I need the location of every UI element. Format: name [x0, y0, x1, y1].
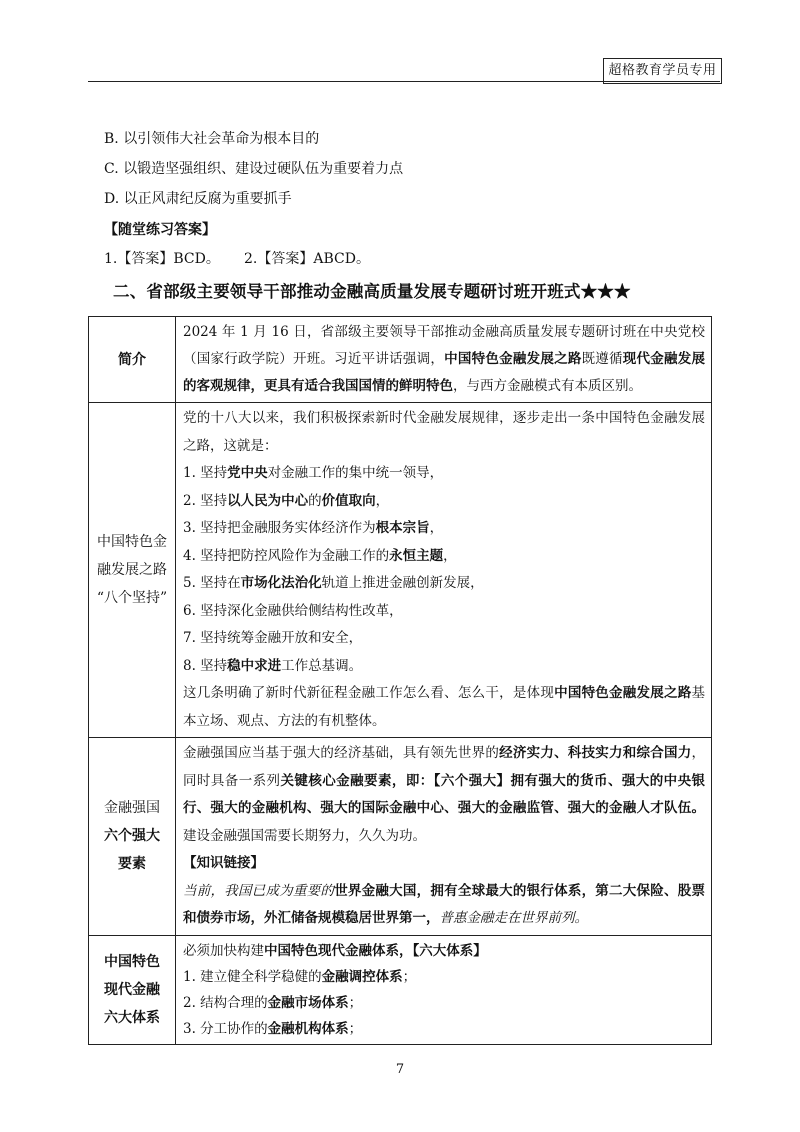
label-intro: 简介 — [89, 317, 176, 403]
table-row-intro — [89, 317, 712, 403]
label-six-line-3: 要素 — [118, 856, 146, 873]
label-system-line-3: 六大体系 — [104, 1009, 160, 1026]
list-item: 3. 分工协作的金融机构体系； — [183, 1020, 363, 1037]
eight-summary: 这几条明确了新时代新征程金融工作怎么看、怎么干，是体现中国特色金融发展之路基本立场、观点、方法的有机整体。 — [183, 685, 706, 729]
page-number: 7 — [395, 1062, 405, 1077]
list-item: 2. 坚持以人民为中心的价值取向， — [183, 492, 390, 509]
practice-answers-title: 【随堂练习答案】 — [104, 222, 216, 238]
content-intro — [176, 317, 712, 403]
six-paragraph: 金融强国应当基于强大的经济基础，具有领先世界的经济实力、科技实力和综合国力，同时具备一系列关键核心金融要素，即：【六个强大】拥有强大的货币、强大的中央银行、强大的金融机构、强大的国际金融中心、强大的金融监管、强大的金融人才队伍。建设金融强国需要长期努力，久久为功。 — [183, 745, 706, 844]
content-system — [176, 935, 712, 1044]
label-system-line-2: 现代金融 — [104, 981, 160, 998]
intro-text-1: 2024 年 1 月 16 日，省部级主要领导干部推动金融高质量发展专题研讨班在中央党校（国家行政学院）开班。习近平讲话强调， — [183, 324, 705, 367]
label-system-line-1: 中国特色 — [104, 953, 160, 970]
intro-text-2: 既遵循 — [581, 351, 623, 367]
knowledge-link-title: 【知识链接】 — [183, 855, 264, 871]
content-table — [88, 316, 712, 1045]
label-six — [89, 738, 176, 936]
list-item: 4. 坚持把防控风险作为金融工作的永恒主题， — [183, 547, 457, 564]
eight-intro: 党的十八大以来，我们积极探索新时代金融发展规律，逐步走出一条中国特色金融发展之路，这就是： — [183, 410, 705, 454]
list-item: 1. 建立健全科学稳健的金融调控体系； — [183, 968, 417, 985]
label-eight-line-2: 融发展之路 — [97, 562, 167, 578]
intro-bold-2: 现代金融发展的客观规律，更具有适合我国国情的鲜明特色 — [183, 351, 706, 394]
table-row-system — [89, 935, 712, 1044]
section-title: 二、省部级主要领导干部推动金融高质量发展专题研讨班开班式★★★ — [113, 282, 631, 301]
content-eight — [176, 403, 712, 738]
intro-text-3: ，与西方金融模式有本质区别。 — [453, 378, 642, 394]
list-item: 1. 坚持党中央对金融工作的集中统一领导， — [183, 465, 444, 481]
list-item: 2. 结构合理的金融市场体系； — [183, 994, 363, 1011]
knowledge-link-text: 当前，我国已成为重要的世界金融大国，拥有全球最大的银行体系，第二大保险、股票和债券市场，外汇储备规模稳居世界第一，普惠金融走在世界前列。 — [183, 882, 706, 926]
table-row-eight — [89, 403, 712, 738]
list-item: 6. 坚持深化金融供给侧结构性改革， — [183, 602, 403, 619]
option-c: C. 以锻造坚强组织、建设过硬队伍为重要着力点 — [104, 161, 404, 177]
label-six-line-2: 六个强大 — [104, 828, 160, 845]
header-divider — [88, 81, 720, 82]
list-item: 7. 坚持统筹金融开放和安全， — [183, 630, 363, 646]
label-six-line-1: 金融强国 — [104, 800, 160, 817]
answer-2: 2.【答案】ABCD。 — [244, 251, 370, 267]
table-row-six — [89, 738, 712, 936]
intro-bold-1: 中国特色金融发展之路 — [444, 351, 582, 367]
label-eight-line-3: “八个坚持” — [96, 590, 168, 606]
content-six — [176, 738, 712, 936]
list-item: 3. 坚持把金融服务实体经济作为根本宗旨， — [183, 520, 444, 536]
answer-1: 1.【答案】BCD。 — [104, 251, 220, 267]
system-intro: 必须加快构建中国特色现代金融体系，【六大体系】 — [183, 942, 487, 959]
option-b: B. 以引领伟大社会革命为根本目的 — [104, 131, 320, 147]
option-d: D. 以正风肃纪反腐为重要抓手 — [104, 191, 292, 207]
list-item: 8. 坚持稳中求进工作总基调。 — [183, 657, 363, 674]
label-system — [89, 935, 176, 1044]
label-eight-line-1: 中国特色金 — [97, 534, 167, 550]
list-item: 5. 坚持在市场化法治化轨道上推进金融创新发展， — [183, 575, 484, 591]
label-eight — [89, 403, 176, 738]
header-tag: 超格教育学员专用 — [603, 58, 722, 84]
